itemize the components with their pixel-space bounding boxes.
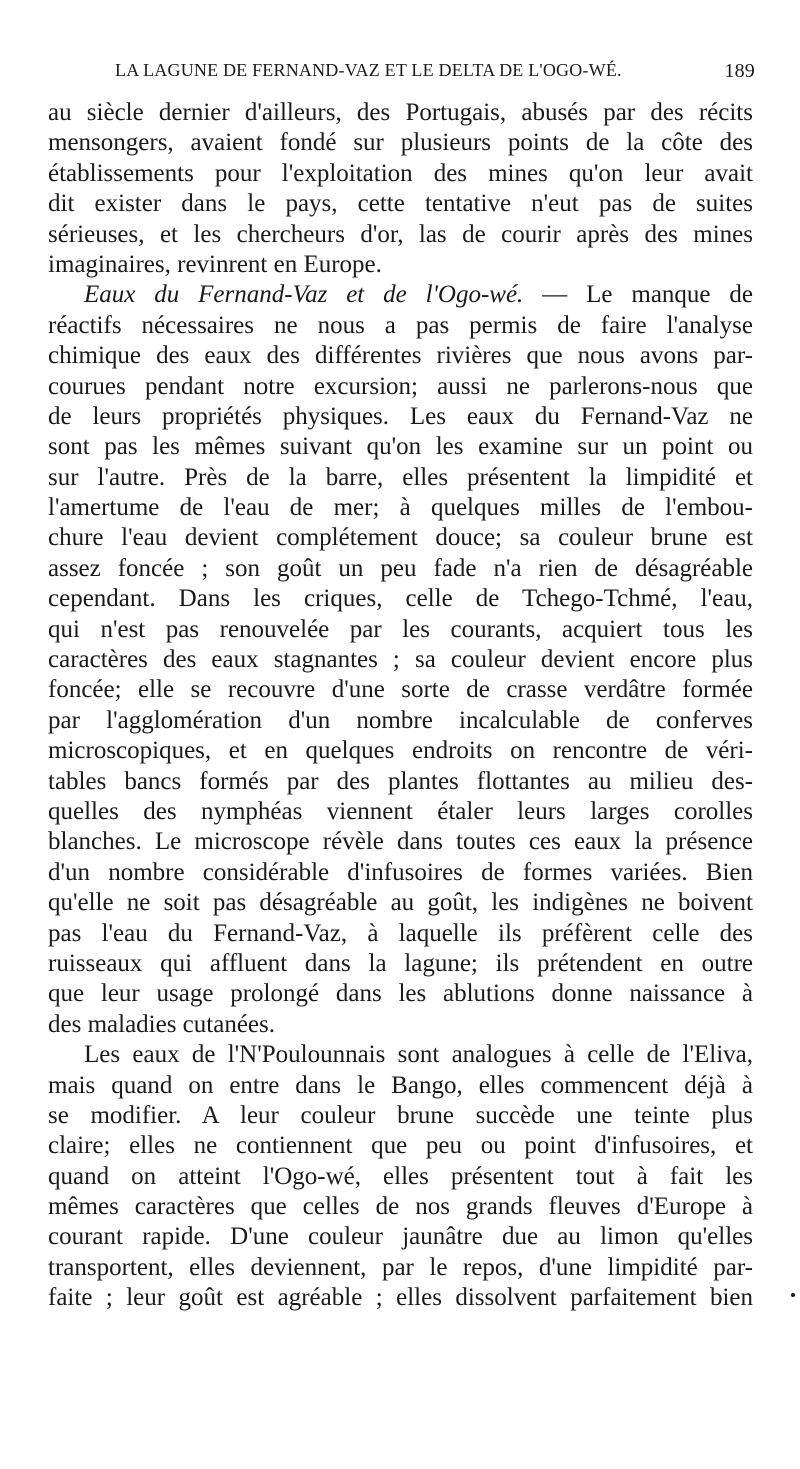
text-line: se modifier. A leur couleur brune succède une teinte plus — [48, 1101, 753, 1129]
text-line: mais quand on entre dans le Bango, elles commencent déjà à — [48, 1071, 753, 1099]
text-line: mensongers, avaient fondé sur plusieurs points de la côte des — [48, 129, 753, 157]
text-line: transportent, elles deviennent, par le repos, d'une limpidité par- — [48, 1253, 753, 1281]
text-line: réactifs nécessaires ne nous a pas permis de faire l'analyse — [48, 311, 753, 339]
section-line — [48, 280, 753, 310]
running-title: LA LAGUNE DE FERNAND-VAZ ET LE DELTA DE L'OGO-WÉ. — [115, 60, 622, 80]
text-line: de leurs propriétés physiques. Les eaux du Fernand-Vaz ne — [48, 402, 753, 430]
text-line: qu'elle ne soit pas désagréable au goût, les indigènes ne boivent — [48, 889, 753, 917]
text-line: par l'agglomération d'un nombre incalculable de conferves — [48, 706, 753, 734]
text-line: claire; elles ne contiennent que peu ou point d'infusoires, et — [48, 1132, 753, 1160]
text-line: mêmes caractères que celles de nos grands fleuves d'Europe à — [48, 1193, 753, 1221]
text-line: imaginaires, revinrent en Europe. — [48, 250, 382, 278]
text-line: sérieuses, et les chercheurs d'or, las de courir après des mines — [48, 220, 753, 248]
text-line: assez foncée ; son goût un peu fade n'a rien de désagréable — [48, 554, 753, 582]
text-line: dit exister dans le pays, cette tentative n'eut pas de suites — [48, 190, 753, 218]
text-line: faite ; leur goût est agréable ; elles dissolvent parfaitement bien — [48, 1284, 753, 1312]
text-line: courues pendant notre excursion; aussi ne parlerons-nous que — [48, 372, 753, 400]
text-line: chure l'eau devient complétement douce; sa couleur brune est — [48, 524, 753, 552]
text-line: sont pas les mêmes suivant qu'on les examine sur un point ou — [48, 433, 753, 461]
text-line: quelles des nymphéas viennent étaler leurs larges corolles — [48, 797, 753, 825]
text-line: des maladies cutanées. — [48, 1010, 275, 1038]
text-line: sur l'autre. Près de la barre, elles présentent la limpidité et — [48, 463, 753, 491]
text-line: l'amertume de l'eau de mer; à quelques milles de l'embou- — [48, 494, 753, 522]
text-line: cependant. Dans les criques, celle de Tchego-Tchmé, l'eau, — [48, 585, 753, 613]
text-line: tables bancs formés par des plantes flottantes au milieu des- — [48, 767, 753, 795]
ink-speck — [791, 1293, 795, 1297]
page-number: 189 — [724, 60, 755, 82]
text-line: Les eaux de l'N'Poulounnais sont analogues à celle de l'Eliva, — [84, 1041, 753, 1069]
text-line: quand on atteint l'Ogo-wé, elles présentent tout à fait les — [48, 1162, 753, 1190]
text-line: pas l'eau du Fernand-Vaz, à laquelle ils préfèrent celle des — [48, 919, 753, 947]
body-text — [48, 98, 753, 1314]
text-line: qui n'est pas renouvelée par les courants, acquiert tous les — [48, 615, 753, 643]
running-head — [115, 60, 755, 90]
text-line: foncée; elle se recouvre d'une sorte de crasse verdâtre formée — [48, 676, 753, 704]
text-line: ruisseaux qui affluent dans la lagune; ils prétendent en outre — [48, 949, 753, 977]
text-line: établissements pour l'exploitation des mines qu'on leur avait — [48, 159, 753, 187]
text-line: blanches. Le microscope révèle dans toutes ces eaux la présence — [48, 828, 753, 856]
text-line: microscopiques, et en quelques endroits on rencontre de véri- — [48, 737, 753, 765]
section-line-text: — Le manque de — [542, 281, 753, 309]
text-line: que leur usage prolongé dans les ablutions donne naissance à — [48, 980, 753, 1008]
section-heading: Eaux du Fernand-Vaz et de l'Ogo-wé. — [84, 281, 524, 309]
text-line: au siècle dernier d'ailleurs, des Portugais, abusés par des récits — [48, 99, 753, 126]
text-line: d'un nombre considérable d'infusoires de formes variées. Bien — [48, 858, 753, 886]
text-line: caractères des eaux stagnantes ; sa couleur devient encore plus — [48, 646, 753, 674]
text-line: courant rapide. D'une couleur jaunâtre due au limon qu'elles — [48, 1223, 753, 1251]
text-line: chimique des eaux des différentes rivières que nous avons par- — [48, 342, 753, 370]
